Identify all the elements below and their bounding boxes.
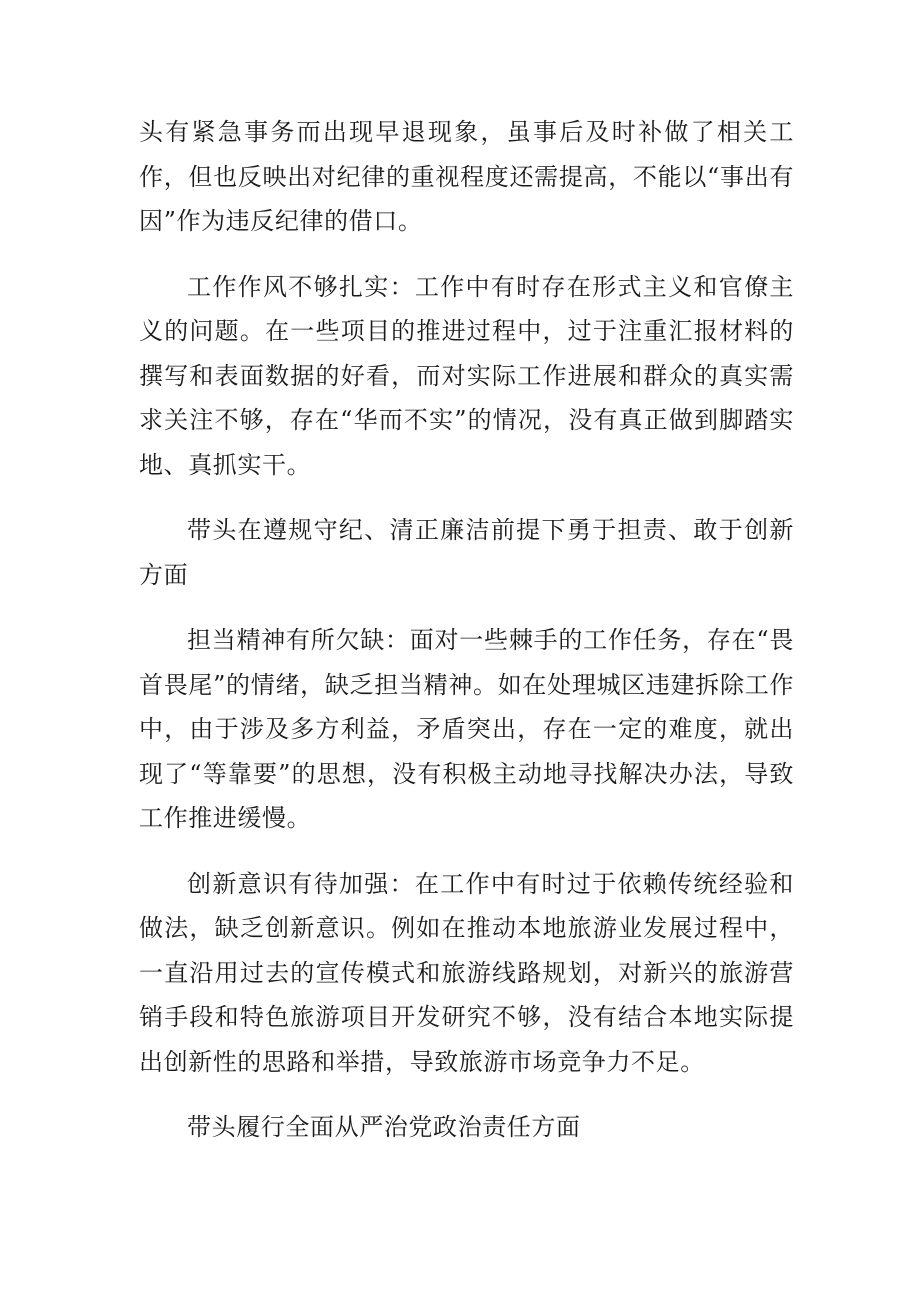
paragraph-work-style: 工作作风不够扎实：工作中有时存在形式主义和官僚主义的问题。在一些项目的推进过程中，过于注重汇报材料的撰写和表面数据的好看，而对实际工作进展和群众的真实需求关注不够，存在“华而不实”的情况，没有真正做到脚踏实地、真抓实干。	[139, 272, 794, 479]
section-heading: 带头履行全面从严治党政治责任方面	[187, 1113, 581, 1141]
paragraph-responsibility: 担当精神有所欠缺：面对一些棘手的工作任务，存在“畏首畏尾”的情绪，缺乏担当精神。如在处理城区违建拆除工作中，由于涉及多方利益，矛盾突出，存在一定的难度，就出现了“等靠要”的思想，没有积极主动地寻找解决办法，导致工作推进缓慢。	[139, 626, 794, 832]
paragraph-continuation: 头有紧急事务而出现早退现象，虽事后及时补做了相关工作，但也反映出对纪律的重视程度还需提高，不能以“事出有因”作为违反纪律的借口。	[139, 118, 794, 235]
paragraph-innovation: 创新意识有待加强：在工作中有时过于依赖传统经验和做法，缺乏创新意识。例如在推动本地旅游业发展过程中，一直沿用过去的宣传模式和旅游线路规划，对新兴的旅游营销手段和特色旅游项目开发研究不够，没有结合本地实际提出创新性的思路和举措，导致旅游市场竞争力不足。	[139, 869, 794, 1076]
document-page	[139, 110, 794, 1171]
section-heading: 带头在遵规守纪、清正廉洁前提下勇于担责、敢于创新方面	[139, 516, 794, 589]
